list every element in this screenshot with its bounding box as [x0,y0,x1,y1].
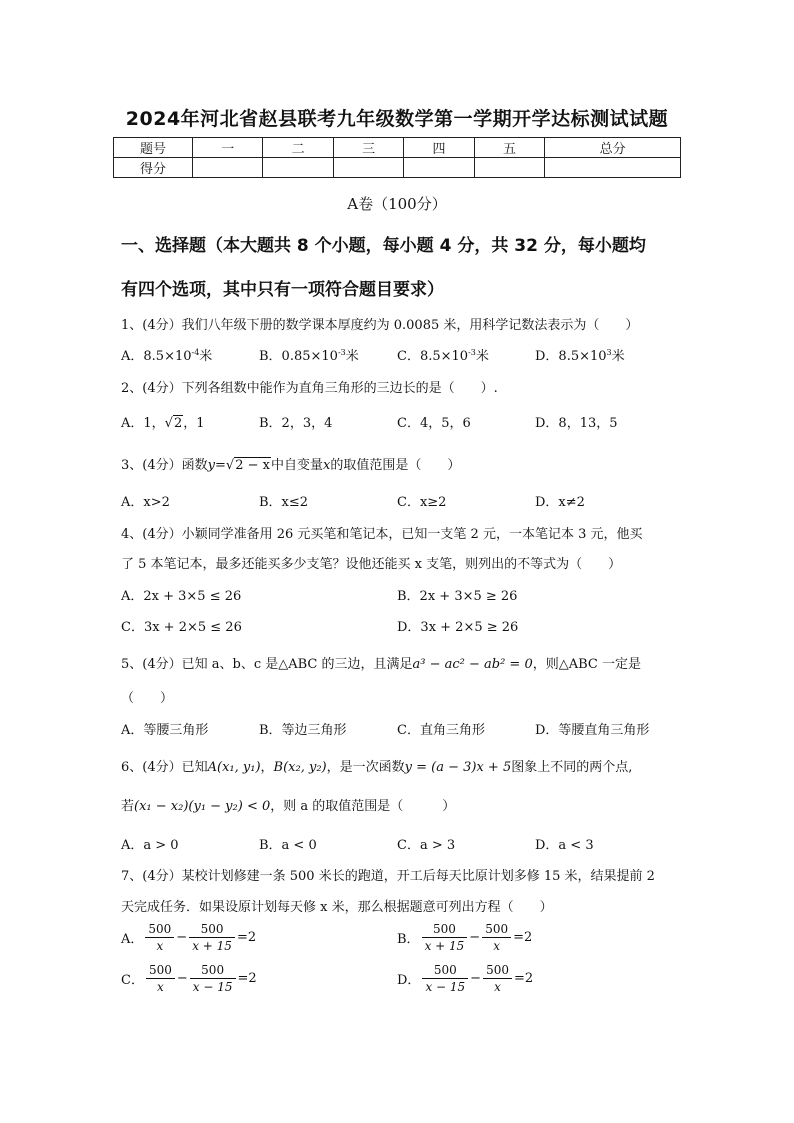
q3-suffix2: 的取值范围是（ ） [330,458,461,473]
q7-c-d1: x [157,980,164,994]
q7-b-rhs: =2 [513,930,533,945]
fraction [145,922,174,953]
q6-pre: 6、(4分）已知 [121,760,208,775]
q6-line2 [121,795,681,814]
fraction [146,963,175,994]
score-cell: 一 [193,138,263,158]
q1-b-base: B．0.85×10 [259,349,338,364]
q1-option-c [397,345,489,364]
q3-y: y [207,458,215,473]
q7-a-n1: 500 [145,922,174,938]
q4-option-a: A．2x + 3×5 ≤ 26 [121,589,242,604]
q5-pre: 5、(4分）已知 a、b、c 是△ABC 的三边，且满足 [121,657,413,672]
q4-option-c: C．3x + 2×5 ≤ 26 [121,620,242,635]
q7-a-n2: 500 [189,922,235,938]
score-cell [404,158,474,178]
q1-d-unit: 米 [611,349,625,364]
score-cell [193,158,263,178]
score-table [113,137,681,178]
q2-stem: 2、(4分）下列各组数中能作为直角三角形的三边长的是（ ）. [121,381,498,396]
q7-d-d1: x − 15 [425,980,466,994]
fraction [483,963,512,994]
q5-option-b: B．等边三角形 [259,723,347,738]
q4-line1: 4、(4分）小颖同学准备用 26 元买笔和笔记本，已知一支笔 2 元，一本笔记本 3 元，他买 [121,527,643,542]
q3-root: 2 − x [235,458,270,473]
q2-option-b: B．2，3，4 [259,416,333,431]
q1-b-exp: -3 [337,348,346,357]
q1-option-a [121,345,212,364]
q7-a-op: − [176,930,188,945]
q7-option-d [397,963,533,994]
score-cell: 三 [333,138,403,158]
part1-heading-line1: 一、选择题（本大题共 8 个小题，每小题 4 分，共 32 分，每小题均 [121,236,646,256]
fraction [189,922,235,953]
q5-option-d: D．等腰直角三角形 [535,723,650,738]
q7-b-d2: x [493,939,501,953]
q2-option-a [121,412,205,431]
q7-d-n2: 500 [483,963,512,979]
q7-c-n2: 500 [190,963,236,979]
q6-option-a: A．a > 0 [121,838,179,853]
score-cell: 题号 [114,138,193,158]
q6-point-b: B(x₂, y₂) [273,760,327,775]
sqrt-icon: √ [164,416,173,431]
q5-equation: a³ − ac² − ab² = 0 [412,657,533,672]
q3-option-c: C．x≥2 [397,495,447,510]
q6-option-c: C．a > 3 [397,838,456,853]
score-cell: 得分 [114,158,193,178]
q7-a-d2: x + 15 [192,939,232,953]
q7-b-n2: 500 [482,922,511,938]
q4-line2: 了 5 本笔记本，最多还能买多少支笔？设他还能买 x 支笔，则列出的不等式为（ ） [121,557,622,572]
q6-post: 图象上不同的两个点, [511,760,633,775]
q7-c-label: C． [121,973,144,988]
q1-a-unit: 米 [199,349,213,364]
q5-line2: （ ） [121,691,174,706]
q6-line2-pre: 若 [121,799,135,814]
q7-c-op: − [176,971,188,986]
q6-sep: ， [260,760,274,775]
score-cell: 四 [404,138,474,158]
q5-line1 [121,653,681,672]
q7-line2: 天完成任务．如果设原计划每天修 x 米，那么根据题意可列出方程（ ） [121,900,553,915]
q3-option-b: B．x≤2 [259,495,309,510]
score-cell: 二 [263,138,333,158]
q2-option-c: C．4，5，6 [397,416,471,431]
q7-option-c [121,963,257,994]
q1-stem: 1、(4分）我们八年级下册的数学课本厚度约为 0.0085 米，用科学记数法表示为（ ） [121,318,639,333]
q5-option-c: C．直角三角形 [397,723,485,738]
q6-mid: ，是一次函数 [326,760,405,775]
score-table-score-row [114,158,681,178]
score-cell [545,158,681,178]
q6-option-b: B．a < 0 [259,838,317,853]
q3-prefix: 3、(4分）函数 [121,458,208,473]
q7-c-d2: x − 15 [192,980,233,994]
score-cell [333,158,403,178]
q7-b-d1: x + 15 [424,939,465,953]
q5-option-a: A．等腰三角形 [121,723,209,738]
q1-d-base: D．8.5×10 [535,349,607,364]
q7-c-rhs: =2 [237,971,257,986]
q6-option-d: D．a < 3 [535,838,594,853]
exam-title: 2024年河北省赵县联考九年级数学第一学期开学达标测试试题 [125,108,669,130]
q3-option-d: D．x≠2 [535,495,585,510]
q7-b-label: B． [397,932,420,947]
q7-d-rhs: =2 [513,971,534,986]
section-a-heading: A卷（100分） [347,195,447,213]
fraction [190,963,236,994]
q6-line1 [121,756,681,775]
q7-c-n1: 500 [146,963,175,979]
q7-a-rhs: =2 [236,930,257,945]
q6-condition: (x₁ − x₂)(y₁ − y₂) < 0 [134,799,271,814]
q6-point-a: A(x₁, y₁) [207,760,261,775]
q2-a-root: 2 [173,416,183,431]
score-table-header-row [114,138,681,158]
q1-d-exp: 3 [606,348,612,357]
fraction [482,922,511,953]
q7-line1: 7、(4分）某校计划修建一条 500 米长的跑道，开工后每天比原计划多修 15 米，结果提前 2 [121,869,655,884]
q1-c-unit: 米 [475,349,489,364]
part1-heading-line2: 有四个选项，其中只有一项符合题目要求） [121,280,444,300]
q7-d-n1: 500 [422,963,468,979]
q7-b-op: − [469,930,481,945]
q1-option-d [535,345,625,364]
q7-option-b [397,922,532,953]
q2-a-prefix: A．1， [121,416,165,431]
q6-line2-post: ，则 a 的取值范围是（ ） [270,799,456,814]
q3-eq: = [214,458,226,473]
q4-option-d: D．3x + 2×5 ≥ 26 [397,620,519,635]
q7-a-label: A． [121,932,144,947]
q1-c-base: C．8.5×10 [397,349,469,364]
q7-b-n1: 500 [422,922,468,938]
q3-stem [121,454,681,473]
q7-d-label: D． [397,973,421,988]
score-cell [263,158,333,178]
q2-a-suffix: ，1 [183,416,205,431]
q7-option-a [121,922,256,953]
q6-function: y = (a − 3)x + 5 [404,760,512,775]
q1-option-b [259,345,359,364]
q3-suffix: 中自变量 [270,458,323,473]
score-cell [474,158,544,178]
q5-post: ，则△ABC 一定是 [532,657,641,672]
q1-a-exp: -4 [191,348,200,357]
q7-d-d2: x [494,980,501,994]
q1-b-unit: 米 [345,349,359,364]
q3-var: x [322,458,331,473]
q1-a-base: A．8.5×10 [121,349,192,364]
q4-option-b: B．2x + 3×5 ≥ 26 [397,589,518,604]
score-cell: 总分 [545,138,681,158]
fraction [422,963,468,994]
q7-d-op: − [470,971,482,986]
score-cell: 五 [474,138,544,158]
q3-option-a: A．x>2 [121,495,170,510]
sqrt-icon: √ [225,458,235,473]
q7-a-d1: x [156,939,164,953]
q2-option-d: D．8，13，5 [535,416,618,431]
fraction [422,922,468,953]
q1-c-exp: -3 [468,348,476,357]
